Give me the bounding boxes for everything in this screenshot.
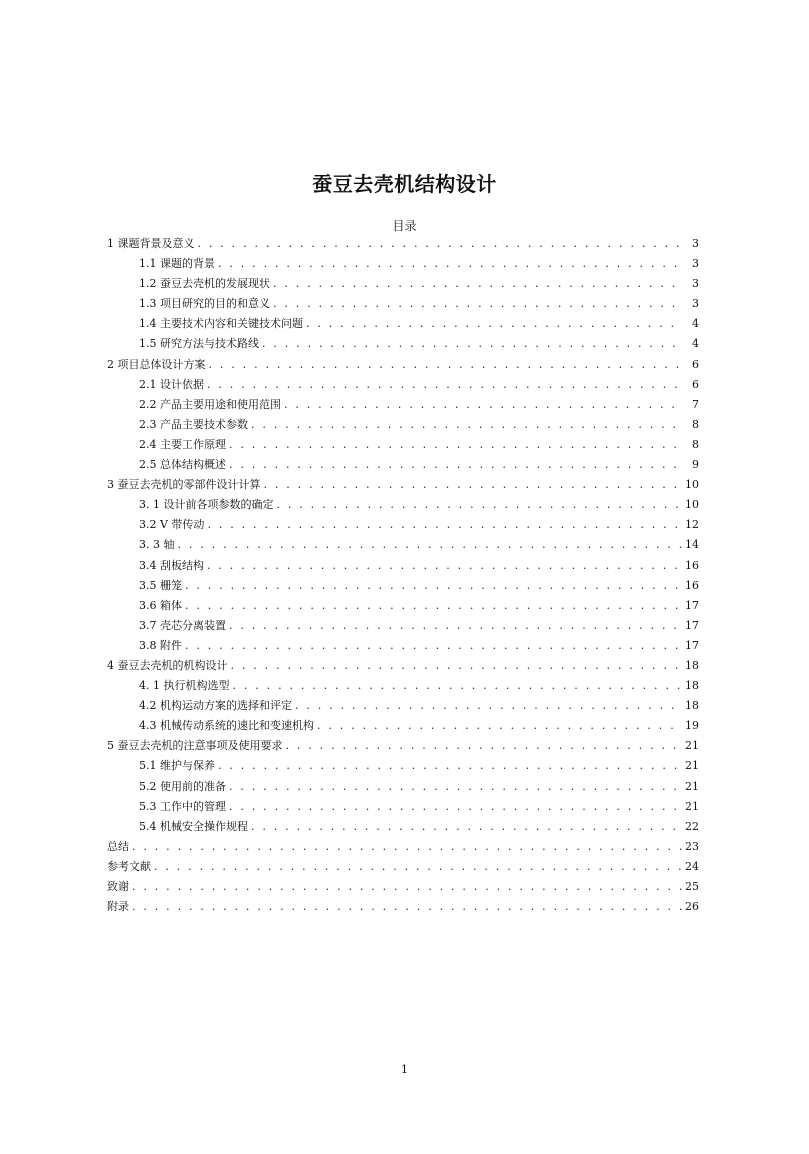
toc-dot-leader	[229, 455, 682, 475]
toc-entry-label: 1 课题背景及意义	[107, 237, 195, 250]
toc-entry-label: 附录	[107, 900, 129, 914]
toc-entry-page: 10	[685, 478, 699, 492]
toc-entry[interactable]	[107, 616, 699, 636]
toc-entry[interactable]	[107, 556, 699, 576]
toc-entry[interactable]	[107, 274, 699, 294]
toc-entry-page: 18	[685, 658, 699, 672]
toc-dot-leader	[207, 375, 682, 395]
toc-entry[interactable]	[107, 355, 699, 375]
toc-entry[interactable]	[107, 777, 699, 797]
toc-entry[interactable]	[107, 857, 699, 877]
toc-entry-page: 3	[692, 277, 699, 291]
toc-entry-page: 19	[685, 719, 699, 733]
toc-dot-leader	[218, 254, 682, 274]
toc-entry-label: 2.3 产品主要技术参数	[139, 417, 248, 431]
toc-entry[interactable]	[107, 334, 699, 354]
toc-entry-page: 12	[685, 518, 699, 532]
toc-entry-label: 3. 3 轴	[139, 538, 175, 552]
toc-entry-label: 3.5 栅笼	[139, 578, 182, 592]
toc-dot-leader	[209, 355, 683, 375]
toc-dot-leader	[229, 777, 682, 797]
toc-entry-label: 1.2 蚕豆去壳机的发展现状	[139, 277, 270, 291]
toc-entry-label: 5.1 维护与保养	[139, 759, 215, 773]
toc-entry-page: 21	[685, 799, 699, 813]
toc-entry-label: 1.1 课题的背景	[139, 257, 215, 271]
toc-entry[interactable]	[107, 817, 699, 837]
toc-entry[interactable]	[107, 475, 699, 495]
table-of-contents	[107, 234, 699, 917]
toc-entry[interactable]	[107, 515, 699, 535]
toc-entry[interactable]	[107, 395, 699, 415]
document-title: 蚕豆去壳机结构设计	[312, 172, 497, 196]
toc-entry-page: 16	[685, 578, 699, 592]
toc-entry[interactable]	[107, 435, 699, 455]
toc-dot-leader	[277, 495, 683, 515]
toc-entry-page: 22	[685, 819, 699, 833]
toc-entry-page: 17	[685, 638, 699, 652]
toc-entry-label: 4.2 机构运动方案的选择和评定	[139, 699, 292, 713]
toc-entry-page: 8	[692, 437, 699, 451]
toc-entry[interactable]	[107, 696, 699, 716]
toc-entry[interactable]	[107, 576, 699, 596]
toc-entry-label: 2.5 总体结构概述	[139, 458, 226, 472]
toc-entry[interactable]	[107, 656, 699, 676]
toc-heading: 目录	[392, 219, 417, 233]
toc-entry-label: 3 蚕豆去壳机的零部件设计计算	[107, 478, 261, 492]
toc-entry-label: 5.4 机械安全操作规程	[139, 819, 248, 833]
toc-entry-page: 14	[685, 538, 699, 552]
toc-entry-label: 1.4 主要技术内容和关键技术问题	[139, 317, 303, 331]
toc-entry-page: 4	[692, 337, 699, 351]
toc-entry-label: 5.2 使用前的准备	[139, 779, 226, 793]
toc-entry-page: 3	[692, 257, 699, 271]
toc-entry-page: 18	[685, 699, 699, 713]
toc-dot-leader	[198, 234, 683, 254]
toc-entry-page: 23	[685, 839, 699, 853]
toc-entry-page: 8	[692, 417, 699, 431]
toc-dot-leader	[229, 616, 682, 636]
toc-dot-leader	[295, 696, 682, 716]
toc-dot-leader	[154, 857, 682, 877]
toc-entry[interactable]	[107, 314, 699, 334]
toc-dot-leader	[273, 274, 682, 294]
toc-entry-page: 3	[692, 237, 699, 250]
toc-entry-page: 18	[685, 679, 699, 693]
toc-entry-page: 6	[692, 357, 699, 371]
toc-entry[interactable]	[107, 716, 699, 736]
toc-dot-leader	[207, 556, 682, 576]
toc-entry-page: 17	[685, 618, 699, 632]
toc-dot-leader	[132, 877, 682, 897]
toc-entry-label: 总结	[107, 839, 129, 853]
toc-entry[interactable]	[107, 797, 699, 817]
toc-entry-page: 7	[692, 397, 699, 411]
toc-entry-label: 3.4 刮板结构	[139, 558, 204, 572]
toc-entry-page: 21	[685, 739, 699, 753]
toc-entry[interactable]	[107, 535, 699, 555]
toc-entry-page: 16	[685, 558, 699, 572]
toc-entry-label: 致谢	[107, 880, 129, 893]
toc-entry-label: 2.2 产品主要用途和使用范围	[139, 397, 281, 411]
toc-entry[interactable]	[107, 455, 699, 475]
toc-entry-label: 4 蚕豆去壳机的机构设计	[107, 658, 228, 672]
toc-entry-page: 24	[685, 859, 699, 873]
toc-entry-page: 26	[685, 900, 699, 914]
toc-entry[interactable]	[107, 877, 699, 897]
toc-entry-page: 4	[692, 317, 699, 331]
toc-entry-label: 3.2 V 带传动	[139, 518, 205, 532]
toc-entry[interactable]	[107, 756, 699, 776]
toc-entry-page: 25	[685, 880, 699, 893]
toc-entry[interactable]	[107, 736, 699, 756]
toc-entry-label: 5.3 工作中的管理	[139, 799, 226, 813]
toc-entry-page: 9	[692, 458, 699, 472]
toc-dot-leader	[132, 897, 682, 917]
toc-dot-leader	[178, 535, 683, 555]
toc-entry-label: 1.5 研究方法与技术路线	[139, 337, 259, 351]
toc-entry-label: 4. 1 执行机构选型	[139, 679, 230, 693]
toc-dot-leader	[185, 636, 682, 656]
toc-entry[interactable]	[107, 254, 699, 274]
toc-entry[interactable]	[107, 596, 699, 616]
toc-dot-leader	[262, 334, 682, 354]
toc-entry-label: 参考文献	[107, 859, 151, 873]
toc-entry[interactable]	[107, 375, 699, 395]
toc-entry[interactable]	[107, 294, 699, 314]
toc-entry[interactable]	[107, 897, 699, 917]
toc-dot-leader	[286, 736, 683, 756]
toc-entry-label: 5 蚕豆去壳机的注意事项及使用要求	[107, 739, 283, 753]
toc-dot-leader	[185, 596, 682, 616]
toc-entry-label: 3.8 附件	[139, 638, 182, 652]
toc-entry-label: 3.7 壳芯分离装置	[139, 618, 226, 632]
toc-dot-leader	[207, 515, 682, 535]
toc-entry[interactable]	[107, 234, 699, 254]
toc-entry-page: 21	[685, 779, 699, 793]
toc-entry[interactable]	[107, 636, 699, 656]
toc-dot-leader	[132, 837, 682, 857]
toc-dot-leader	[185, 576, 682, 596]
page-number: 1	[401, 1063, 408, 1076]
toc-dot-leader	[273, 294, 682, 314]
toc-entry-label: 3. 1 设计前各项参数的确定	[139, 498, 274, 512]
toc-entry-page: 10	[685, 498, 699, 512]
toc-entry-label: 2.4 主要工作原理	[139, 437, 226, 451]
toc-entry-label: 3.6 箱体	[139, 598, 182, 612]
toc-entry[interactable]	[107, 495, 699, 515]
toc-dot-leader	[306, 314, 682, 334]
toc-dot-leader	[229, 797, 682, 817]
toc-dot-leader	[233, 676, 683, 696]
toc-entry[interactable]	[107, 676, 699, 696]
toc-entry-page: 17	[685, 598, 699, 612]
toc-entry-label: 2.1 设计依据	[139, 377, 204, 391]
toc-entry-page: 6	[692, 377, 699, 391]
toc-entry[interactable]	[107, 837, 699, 857]
toc-dot-leader	[231, 656, 683, 676]
toc-entry-page: 21	[685, 759, 699, 773]
toc-entry[interactable]	[107, 415, 699, 435]
toc-entry-label: 4.3 机械传动系统的速比和变速机构	[139, 719, 314, 733]
toc-dot-leader	[251, 817, 682, 837]
toc-dot-leader	[229, 435, 682, 455]
toc-dot-leader	[284, 395, 682, 415]
toc-dot-leader	[218, 756, 682, 776]
toc-dot-leader	[317, 716, 682, 736]
toc-entry-label: 2 项目总体设计方案	[107, 357, 206, 371]
toc-dot-leader	[251, 415, 682, 435]
toc-entry-label: 1.3 项目研究的目的和意义	[139, 297, 270, 311]
toc-entry-page: 3	[692, 297, 699, 311]
toc-dot-leader	[264, 475, 683, 495]
